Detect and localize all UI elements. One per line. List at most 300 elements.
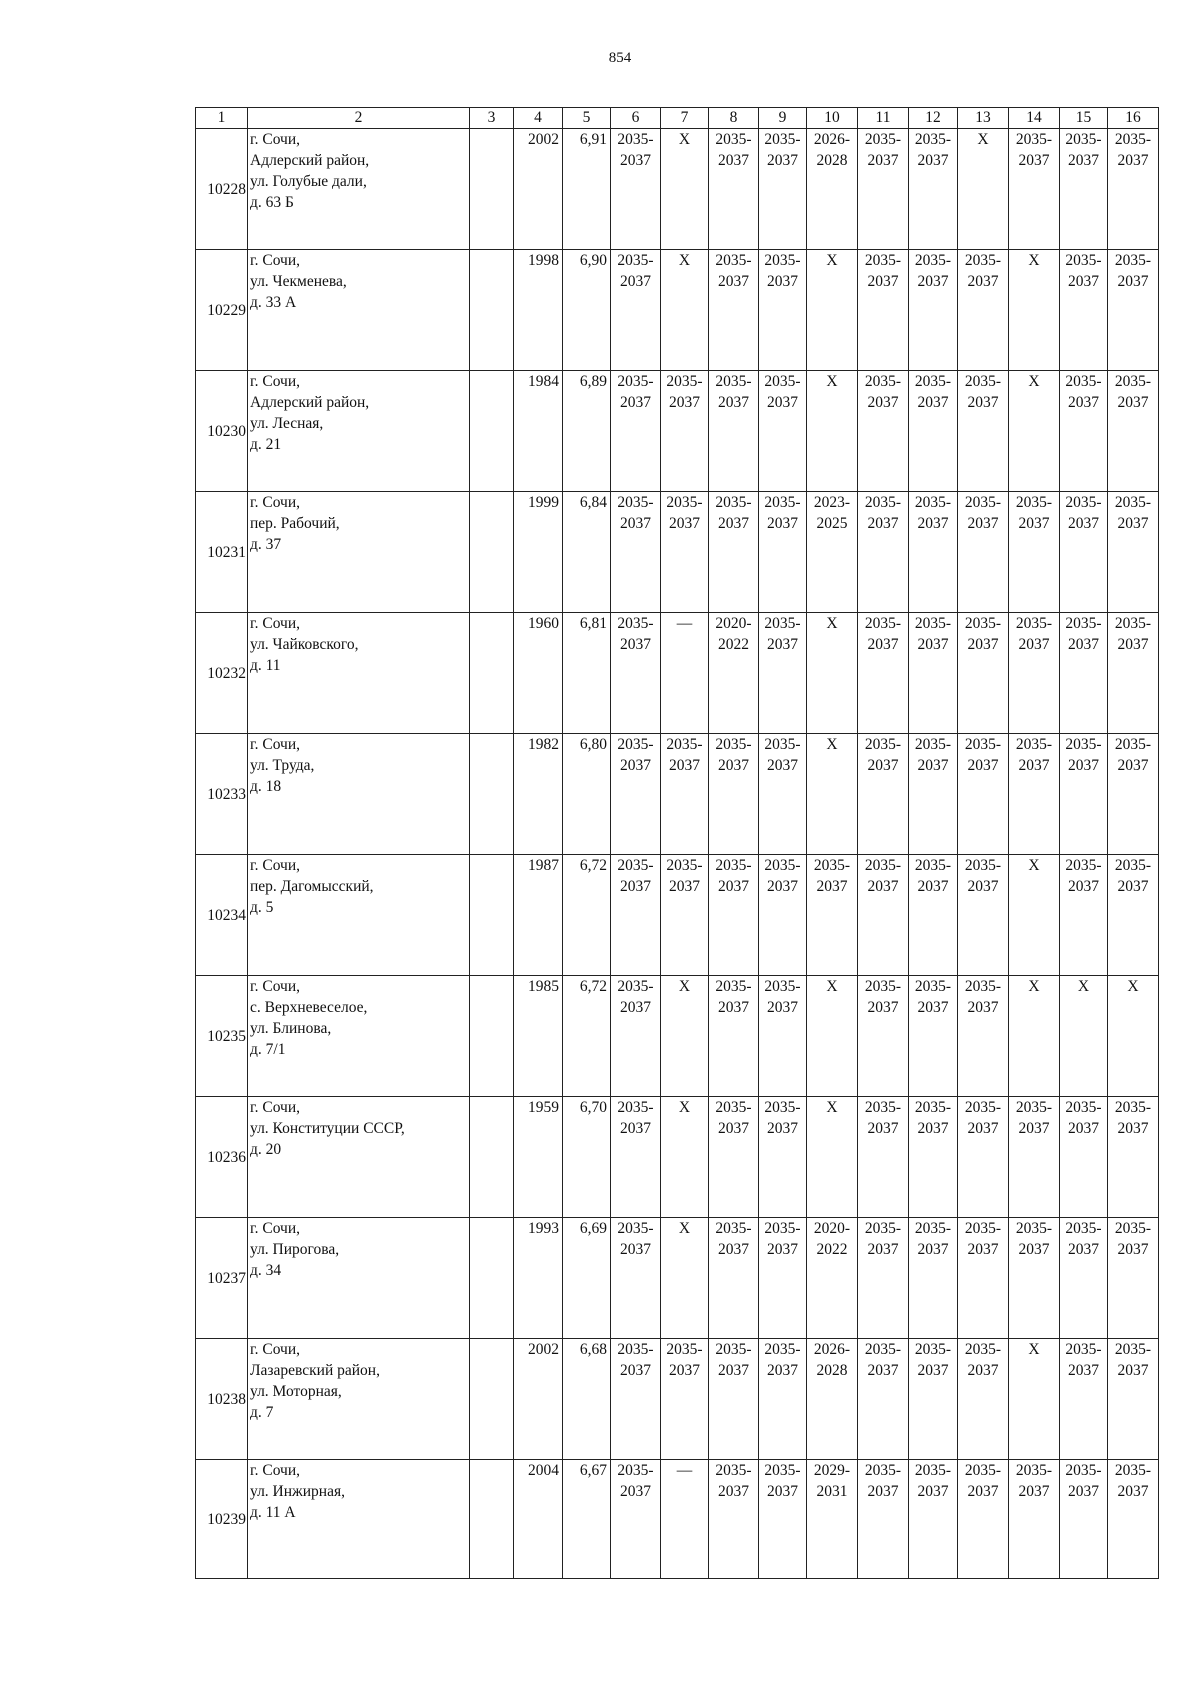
address-line: ул. Моторная, (250, 1383, 342, 1400)
column-header: 8 (709, 108, 759, 129)
period-end: 2037 (917, 999, 949, 1016)
value-cell: 6,70 (563, 1097, 611, 1218)
record-id: 10228 (196, 129, 248, 250)
address-cell (248, 734, 470, 855)
table-row (196, 976, 1159, 1097)
period-start: 2035- (1114, 1220, 1152, 1237)
mark-cell: — (661, 613, 709, 734)
record-id: 10234 (196, 855, 248, 976)
period-start: 2035- (1065, 1462, 1102, 1479)
address-line: д. 63 Б (250, 194, 294, 211)
period-end: 2037 (718, 999, 749, 1016)
period-cell (958, 1097, 1009, 1218)
record-id: 10231 (196, 492, 248, 613)
address-cell (248, 129, 470, 250)
period-cell (909, 855, 958, 976)
period-end: 2037 (620, 273, 651, 290)
period-end: 2037 (767, 999, 798, 1016)
period-start: 2035- (715, 373, 752, 390)
period-start: 2035- (764, 736, 801, 753)
period-end: 2037 (867, 1483, 899, 1500)
period-start: 2035- (864, 1462, 902, 1479)
period-start: 2035- (715, 736, 752, 753)
address-line: г. Сочи, (250, 1341, 301, 1358)
period-end: 2037 (620, 999, 651, 1016)
column-header: 6 (611, 108, 661, 129)
period-start: 2035- (617, 736, 654, 753)
period-cell (909, 1097, 958, 1218)
address-line: ул. Блинова, (250, 1020, 332, 1037)
period-start: 2026- (813, 131, 851, 148)
period-cell (958, 976, 1009, 1097)
period-cell (611, 855, 661, 976)
period-end: 2037 (767, 878, 798, 895)
period-start: 2035- (914, 1220, 952, 1237)
period-cell (858, 371, 909, 492)
period-start: 2035- (914, 373, 952, 390)
period-start: 2035- (964, 857, 1002, 874)
period-cell (1060, 1339, 1108, 1460)
period-end: 2037 (718, 1241, 749, 1258)
period-end: 2037 (718, 878, 749, 895)
mark-cell: X (958, 129, 1009, 250)
address-line: пер. Дагомысский, (250, 878, 374, 895)
record-id: 10239 (196, 1460, 248, 1579)
address-cell (248, 613, 470, 734)
period-end: 2037 (669, 757, 700, 774)
address-line: д. 37 (250, 536, 282, 553)
period-cell (807, 1460, 858, 1579)
table-row (196, 371, 1159, 492)
period-start: 2035- (715, 1341, 752, 1358)
year-built-cell: 1993 (514, 1218, 563, 1339)
period-end: 2037 (620, 757, 651, 774)
period-start: 2035- (864, 1220, 902, 1237)
period-end: 2037 (620, 1120, 651, 1137)
address-cell (248, 976, 470, 1097)
period-cell (807, 1218, 858, 1339)
period-end: 2037 (1068, 878, 1099, 895)
period-start: 2035- (1114, 615, 1152, 632)
period-start: 2035- (764, 615, 801, 632)
period-start: 2035- (914, 1099, 952, 1116)
period-cell (909, 492, 958, 613)
period-start: 2035- (1015, 1462, 1053, 1479)
table-row (196, 250, 1159, 371)
period-start: 2035- (914, 1462, 952, 1479)
period-end: 2037 (1068, 394, 1099, 411)
year-built-cell: 1999 (514, 492, 563, 613)
column-header: 3 (470, 108, 514, 129)
record-id: 10238 (196, 1339, 248, 1460)
period-end: 2037 (967, 1483, 999, 1500)
period-start: 2035- (864, 494, 902, 511)
period-cell (1009, 1097, 1060, 1218)
period-end: 2037 (718, 152, 749, 169)
table-row (196, 129, 1159, 250)
period-end: 2037 (620, 878, 651, 895)
column-header: 11 (858, 108, 909, 129)
period-cell (709, 613, 759, 734)
period-cell (1108, 371, 1159, 492)
mark-cell: X (1060, 976, 1108, 1097)
column-header: 7 (661, 108, 709, 129)
period-end: 2037 (867, 1120, 899, 1137)
period-cell (709, 492, 759, 613)
period-end: 2028 (816, 152, 848, 169)
period-start: 2035- (1065, 1220, 1102, 1237)
column-header: 13 (958, 108, 1009, 129)
period-end: 2037 (917, 1241, 949, 1258)
period-start: 2035- (715, 1099, 752, 1116)
period-start: 2035- (914, 1341, 952, 1358)
period-cell (759, 250, 807, 371)
period-cell (858, 613, 909, 734)
period-end: 2037 (718, 1483, 749, 1500)
period-start: 2035- (914, 494, 952, 511)
year-built-cell: 1984 (514, 371, 563, 492)
column-header: 12 (909, 108, 958, 129)
period-cell (1060, 492, 1108, 613)
period-end: 2037 (1068, 1241, 1099, 1258)
period-cell (958, 1218, 1009, 1339)
period-cell (611, 1339, 661, 1460)
mark-cell: X (1009, 250, 1060, 371)
period-cell (1060, 1460, 1108, 1579)
period-end: 2037 (718, 757, 749, 774)
period-start: 2026- (813, 1341, 851, 1358)
period-cell (1108, 1218, 1159, 1339)
column-3-cell (470, 250, 514, 371)
value-cell: 6,80 (563, 734, 611, 855)
period-start: 2035- (1114, 736, 1152, 753)
period-cell (1108, 1339, 1159, 1460)
address-line: г. Сочи, (250, 494, 301, 511)
mark-cell: — (661, 1460, 709, 1579)
period-start: 2035- (813, 857, 851, 874)
address-cell (248, 1218, 470, 1339)
year-built-cell: 1960 (514, 613, 563, 734)
period-cell (1060, 371, 1108, 492)
address-line: Адлерский район, (250, 394, 370, 411)
period-cell (709, 855, 759, 976)
period-start: 2035- (964, 736, 1002, 753)
period-end: 2037 (1117, 757, 1149, 774)
period-end: 2028 (816, 1362, 848, 1379)
period-start: 2035- (864, 1341, 902, 1358)
period-cell (858, 734, 909, 855)
mark-cell: X (1009, 855, 1060, 976)
period-cell (1060, 1097, 1108, 1218)
period-cell (858, 129, 909, 250)
period-cell (858, 1218, 909, 1339)
address-cell (248, 492, 470, 613)
value-cell: 6,68 (563, 1339, 611, 1460)
period-cell (909, 371, 958, 492)
period-end: 2037 (1018, 152, 1050, 169)
period-cell (958, 855, 1009, 976)
period-end: 2037 (867, 878, 899, 895)
period-start: 2035- (617, 1099, 654, 1116)
period-start: 2035- (764, 1220, 801, 1237)
period-start: 2035- (864, 373, 902, 390)
column-3-cell (470, 613, 514, 734)
address-line: д. 33 А (250, 294, 297, 311)
period-cell (909, 1218, 958, 1339)
period-start: 2020- (715, 615, 752, 632)
period-end: 2037 (620, 1483, 651, 1500)
address-line: Адлерский район, (250, 152, 370, 169)
address-line: пер. Рабочий, (250, 515, 340, 532)
period-end: 2037 (967, 515, 999, 532)
period-cell (1009, 1218, 1060, 1339)
period-cell (661, 855, 709, 976)
period-start: 2035- (1065, 373, 1102, 390)
period-start: 2035- (617, 1462, 654, 1479)
mark-cell: X (661, 976, 709, 1097)
period-cell (858, 250, 909, 371)
period-start: 2035- (764, 131, 801, 148)
mark-cell: X (807, 371, 858, 492)
period-start: 2035- (914, 857, 952, 874)
value-cell: 6,91 (563, 129, 611, 250)
period-cell (1108, 1460, 1159, 1579)
address-cell (248, 1097, 470, 1218)
value-cell: 6,89 (563, 371, 611, 492)
period-cell (858, 1460, 909, 1579)
year-built-cell: 2004 (514, 1460, 563, 1579)
period-end: 2031 (816, 1483, 848, 1500)
period-start: 2035- (764, 1099, 801, 1116)
year-built-cell: 1985 (514, 976, 563, 1097)
address-line: д. 11 А (250, 1504, 296, 1521)
mark-cell: X (807, 976, 858, 1097)
period-cell (1060, 129, 1108, 250)
period-end: 2037 (1068, 757, 1099, 774)
period-cell (958, 492, 1009, 613)
period-start: 2035- (1015, 1220, 1053, 1237)
mark-cell: X (807, 734, 858, 855)
period-start: 2035- (715, 252, 752, 269)
period-cell (807, 1339, 858, 1460)
period-start: 2035- (764, 252, 801, 269)
period-end: 2037 (867, 1241, 899, 1258)
year-built-cell: 2002 (514, 129, 563, 250)
period-cell (759, 613, 807, 734)
period-start: 2035- (715, 494, 752, 511)
address-line: д. 7 (250, 1404, 274, 1421)
period-cell (1060, 250, 1108, 371)
period-cell (759, 129, 807, 250)
period-cell (1108, 1097, 1159, 1218)
period-cell (611, 976, 661, 1097)
year-built-cell: 1982 (514, 734, 563, 855)
value-cell: 6,90 (563, 250, 611, 371)
period-end: 2037 (917, 757, 949, 774)
period-end: 2037 (1117, 515, 1149, 532)
period-start: 2035- (864, 252, 902, 269)
period-cell (611, 129, 661, 250)
period-start: 2035- (764, 494, 801, 511)
period-end: 2037 (1068, 152, 1099, 169)
column-3-cell (470, 976, 514, 1097)
period-start: 2035- (1015, 1099, 1053, 1116)
address-line: д. 11 (250, 657, 281, 674)
period-end: 2037 (669, 878, 700, 895)
period-cell (1108, 613, 1159, 734)
column-header: 15 (1060, 108, 1108, 129)
period-end: 2037 (767, 394, 798, 411)
period-start: 2035- (715, 1462, 752, 1479)
mark-cell: X (1009, 371, 1060, 492)
address-line: г. Сочи, (250, 615, 301, 632)
column-header: 9 (759, 108, 807, 129)
period-end: 2037 (1117, 273, 1149, 290)
period-end: 2037 (718, 1362, 749, 1379)
address-line: г. Сочи, (250, 1462, 301, 1479)
table-row (196, 492, 1159, 613)
address-line: г. Сочи, (250, 857, 301, 874)
record-id: 10235 (196, 976, 248, 1097)
period-start: 2035- (964, 1099, 1002, 1116)
period-start: 2035- (1114, 373, 1152, 390)
column-3-cell (470, 1460, 514, 1579)
address-line: ул. Чекменева, (250, 273, 347, 290)
period-end: 2037 (1068, 1362, 1099, 1379)
period-cell (709, 129, 759, 250)
period-start: 2035- (864, 615, 902, 632)
period-start: 2035- (914, 131, 952, 148)
address-cell (248, 250, 470, 371)
table-row (196, 734, 1159, 855)
column-header: 4 (514, 108, 563, 129)
period-cell (759, 1339, 807, 1460)
period-cell (1108, 492, 1159, 613)
address-line: г. Сочи, (250, 131, 301, 148)
period-cell (909, 250, 958, 371)
period-cell (611, 613, 661, 734)
period-end: 2037 (867, 1362, 899, 1379)
period-cell (661, 371, 709, 492)
value-cell: 6,69 (563, 1218, 611, 1339)
period-start: 2035- (764, 857, 801, 874)
period-end: 2037 (1018, 636, 1050, 653)
year-built-cell: 2002 (514, 1339, 563, 1460)
page-number: 854 (608, 50, 632, 66)
period-start: 2035- (1065, 1341, 1102, 1358)
period-end: 2037 (1117, 394, 1149, 411)
value-cell: 6,81 (563, 613, 611, 734)
mark-cell: X (661, 250, 709, 371)
period-start: 2035- (666, 736, 703, 753)
address-line: ул. Голубые дали, (250, 173, 367, 190)
period-end: 2037 (620, 1241, 651, 1258)
period-start: 2035- (864, 1099, 902, 1116)
period-start: 2035- (1065, 857, 1102, 874)
period-cell (1108, 129, 1159, 250)
period-end: 2037 (767, 1362, 798, 1379)
period-cell (759, 1218, 807, 1339)
period-end: 2037 (867, 515, 899, 532)
period-end: 2037 (620, 152, 651, 169)
year-built-cell: 1987 (514, 855, 563, 976)
period-cell (958, 734, 1009, 855)
period-cell (1009, 129, 1060, 250)
period-end: 2037 (669, 394, 700, 411)
period-cell (858, 855, 909, 976)
address-line: Лазаревский район, (250, 1362, 380, 1379)
period-end: 2037 (967, 394, 999, 411)
column-header: 2 (248, 108, 470, 129)
period-start: 2035- (864, 857, 902, 874)
period-cell (611, 1460, 661, 1579)
address-line: д. 21 (250, 436, 282, 453)
period-start: 2035- (1015, 494, 1053, 511)
period-end: 2037 (718, 273, 749, 290)
period-start: 2035- (617, 615, 654, 632)
period-end: 2037 (1117, 878, 1149, 895)
period-end: 2037 (767, 1241, 798, 1258)
period-cell (1009, 734, 1060, 855)
period-start: 2023- (813, 494, 851, 511)
period-end: 2037 (967, 757, 999, 774)
period-end: 2037 (967, 636, 999, 653)
period-cell (759, 734, 807, 855)
period-start: 2035- (1015, 615, 1053, 632)
period-start: 2035- (914, 978, 952, 995)
housing-register-table (195, 107, 1159, 1579)
period-start: 2035- (617, 494, 654, 511)
period-end: 2037 (867, 273, 899, 290)
period-cell (909, 734, 958, 855)
period-cell (1060, 855, 1108, 976)
period-start: 2035- (864, 736, 902, 753)
period-start: 2035- (964, 615, 1002, 632)
period-end: 2037 (867, 999, 899, 1016)
column-3-cell (470, 1339, 514, 1460)
period-start: 2035- (964, 978, 1002, 995)
record-id: 10232 (196, 613, 248, 734)
period-end: 2037 (767, 152, 798, 169)
period-start: 2035- (666, 1341, 703, 1358)
period-start: 2035- (764, 978, 801, 995)
period-start: 2035- (617, 857, 654, 874)
column-header: 10 (807, 108, 858, 129)
period-cell (611, 1097, 661, 1218)
period-start: 2035- (914, 252, 952, 269)
period-end: 2037 (1117, 1483, 1149, 1500)
period-start: 2029- (813, 1462, 851, 1479)
period-end: 2037 (1018, 515, 1050, 532)
table-row (196, 1339, 1159, 1460)
period-cell (807, 129, 858, 250)
period-end: 2037 (867, 394, 899, 411)
address-cell (248, 371, 470, 492)
column-3-cell (470, 855, 514, 976)
period-cell (611, 734, 661, 855)
period-start: 2035- (617, 978, 654, 995)
period-end: 2037 (620, 515, 651, 532)
period-end: 2037 (917, 1362, 949, 1379)
period-start: 2035- (1015, 131, 1053, 148)
period-cell (709, 1097, 759, 1218)
period-start: 2035- (617, 252, 654, 269)
period-start: 2035- (764, 1462, 801, 1479)
period-cell (909, 976, 958, 1097)
address-line: с. Верхневеселое, (250, 999, 368, 1016)
period-end: 2037 (967, 1120, 999, 1137)
period-end: 2037 (917, 515, 949, 532)
